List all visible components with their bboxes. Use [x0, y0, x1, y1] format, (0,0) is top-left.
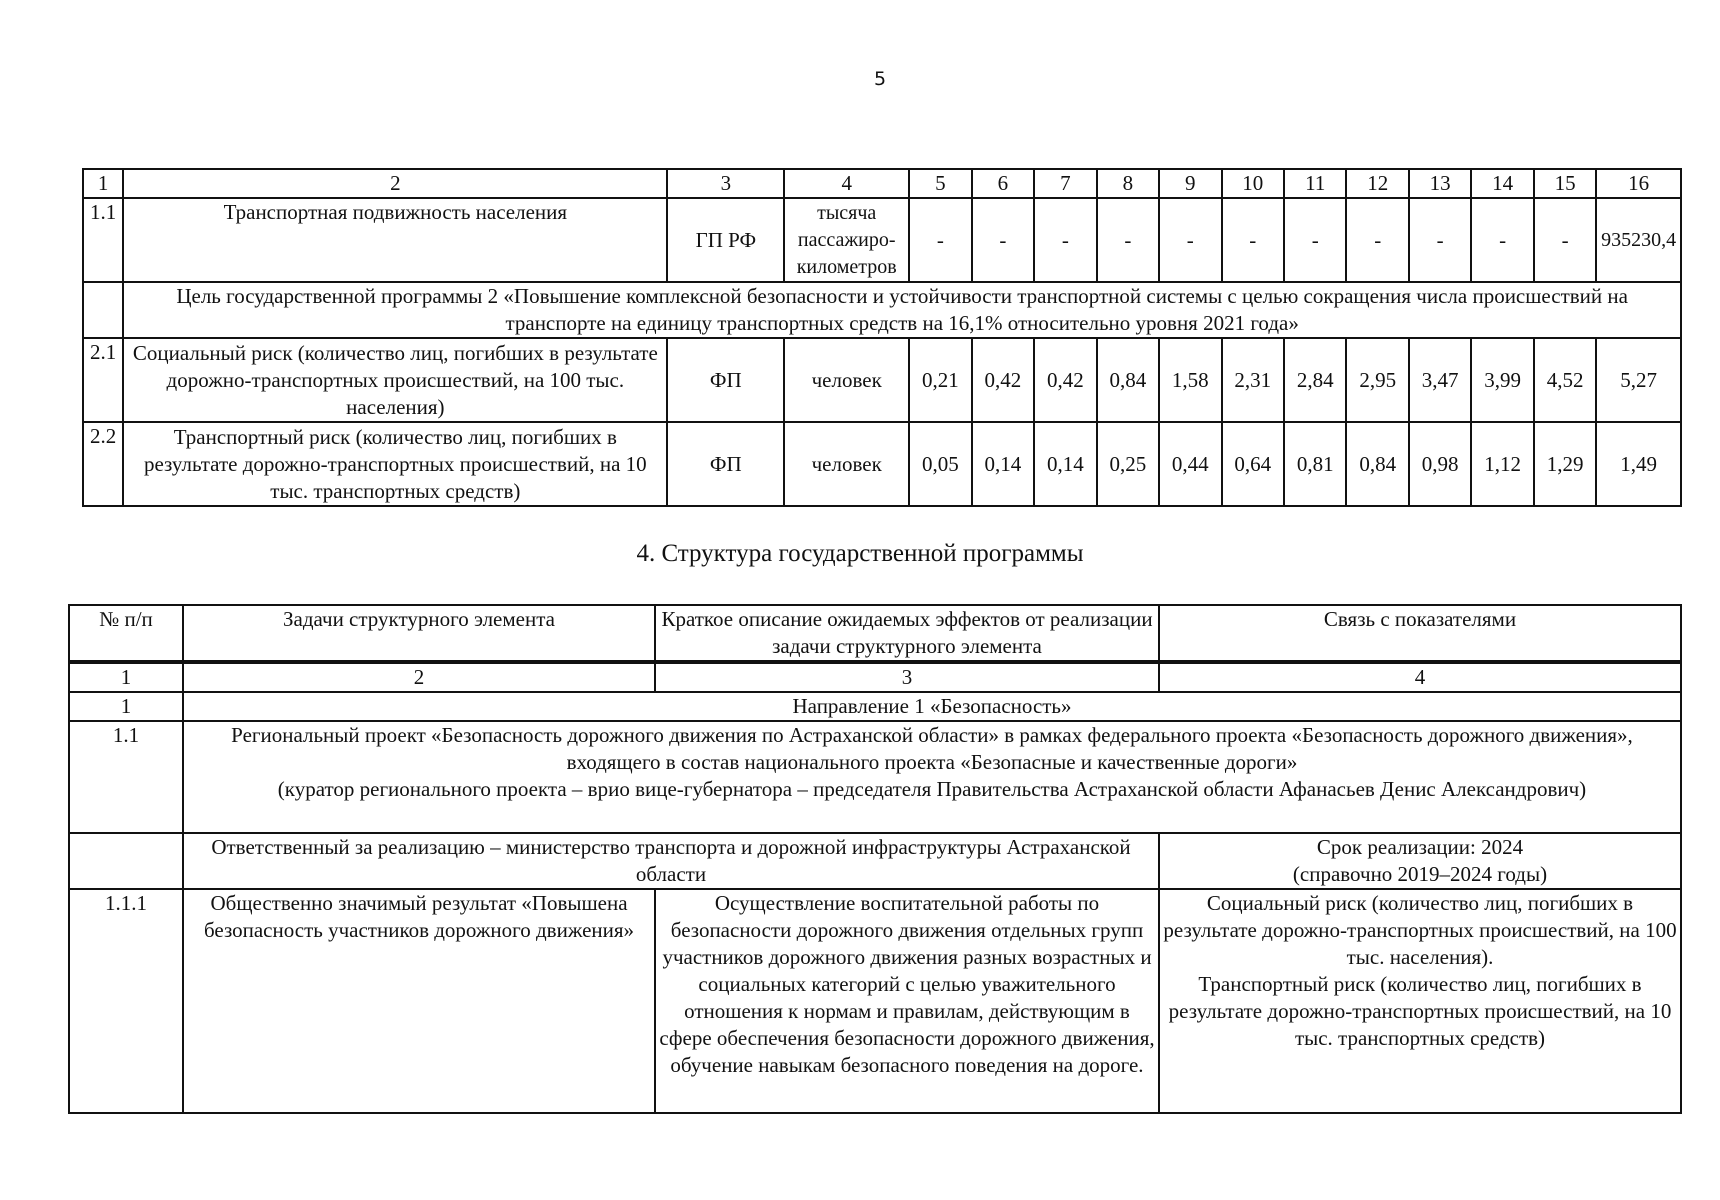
header-indicators: Связь с показателями	[1159, 605, 1681, 662]
value-cell: 0,05	[909, 422, 971, 506]
row-number: 2.2	[83, 422, 123, 506]
col-number: 7	[1034, 169, 1096, 198]
direction-title: Направление 1 «Безопасность»	[183, 692, 1681, 721]
col-number: 4	[1159, 662, 1681, 692]
responsible-text: Ответственный за реализацию – министерство транспорта и дорожной инфраструктуры Астраханской области	[183, 833, 1159, 889]
term-cell	[1159, 833, 1681, 889]
table-row	[83, 338, 1681, 422]
column-number-row	[69, 662, 1681, 692]
value-cell: 1,58	[1159, 338, 1221, 422]
value-cell: 1,12	[1471, 422, 1533, 506]
value-cell: -	[1097, 198, 1159, 282]
task-number: 1.1.1	[69, 889, 183, 1113]
indicator-unit: тысяча пассажиро-километров	[784, 198, 909, 282]
value-cell: 0,84	[1097, 338, 1159, 422]
task-text: Общественно значимый результат «Повышена безопасность участников дорожного движения»	[183, 889, 655, 1113]
col-number: 13	[1409, 169, 1471, 198]
indicator-link: Социальный риск (количество лиц, погибших в результате дорожно-транспортных происшествий, на 100 тыс. населения).	[1163, 891, 1677, 969]
value-cell: -	[1409, 198, 1471, 282]
col-number: 16	[1596, 169, 1681, 198]
term-line: Срок реализации: 2024	[1316, 835, 1524, 859]
effect-text: Осуществление воспитательной работы по безопасности дорожного движения отдельных групп участников дорожного движения разных возрастных и социальных категорий с целью уважительного отношения к нормам и правилам, действующим в сфере обеспечения безопасности дорожного движения, обучение навыкам безопасного поведения на дороге.	[655, 889, 1159, 1113]
col-number: 10	[1222, 169, 1284, 198]
value-cell: 0,44	[1159, 422, 1221, 506]
table-row	[83, 422, 1681, 506]
value-cell: -	[1346, 198, 1408, 282]
goal-row	[83, 282, 1681, 338]
value-cell: 0,14	[972, 422, 1034, 506]
col-number: 3	[667, 169, 784, 198]
value-cell: 0,14	[1034, 422, 1096, 506]
page-number: 5	[873, 68, 887, 90]
goal-text: Цель государственной программы 2 «Повышение комплексной безопасности и устойчивости транспортной системы с целью сокращения числа происшествий на транспорте на единицу транспортных средств на 16,1% относительно уровня 2021 года»	[123, 282, 1681, 338]
value-cell: 2,84	[1284, 338, 1346, 422]
term-reference: (справочно 2019–2024 годы)	[1292, 862, 1548, 886]
col-number: 2	[183, 662, 655, 692]
value-cell: 0,42	[972, 338, 1034, 422]
task-row	[69, 889, 1681, 1113]
header-row	[69, 605, 1681, 662]
col-number: 12	[1346, 169, 1408, 198]
responsible-number-cell	[69, 833, 183, 889]
project-number: 1.1	[69, 721, 183, 833]
direction-row	[69, 692, 1681, 721]
goal-number-cell	[83, 282, 123, 338]
indicator-name: Транспортная подвижность населения	[123, 198, 667, 282]
col-number: 14	[1471, 169, 1533, 198]
value-cell: -	[1471, 198, 1533, 282]
responsible-row	[69, 833, 1681, 889]
value-cell: 3,47	[1409, 338, 1471, 422]
row-number: 2.1	[83, 338, 123, 422]
section-title: 4. Структура государственной программы	[636, 540, 1084, 567]
value-cell: 4,52	[1534, 338, 1596, 422]
value-cell: -	[1034, 198, 1096, 282]
header-number: № п/п	[69, 605, 183, 662]
value-cell: -	[972, 198, 1034, 282]
indicator-level: ФП	[667, 338, 784, 422]
indicator-name: Социальный риск (количество лиц, погибших в результате дорожно-транспортных происшествий, на 100 тыс. населения)	[123, 338, 667, 422]
col-number: 11	[1284, 169, 1346, 198]
value-cell: 0,64	[1222, 422, 1284, 506]
value-cell: 1,49	[1596, 422, 1681, 506]
indicator-unit: человек	[784, 422, 909, 506]
col-number: 2	[123, 169, 667, 198]
col-number: 8	[1097, 169, 1159, 198]
value-cell: 0,42	[1034, 338, 1096, 422]
column-number-row	[83, 169, 1681, 198]
indicator-link-cell	[1159, 889, 1681, 1113]
indicator-name: Транспортный риск (количество лиц, погибших в результате дорожно-транспортных происшествий, на 10 тыс. транспортных средств)	[123, 422, 667, 506]
value-cell: 0,25	[1097, 422, 1159, 506]
col-number: 1	[69, 662, 183, 692]
indicator-unit: человек	[784, 338, 909, 422]
value-cell: 0,81	[1284, 422, 1346, 506]
col-number: 9	[1159, 169, 1221, 198]
value-cell: -	[1222, 198, 1284, 282]
direction-number: 1	[69, 692, 183, 721]
value-cell: 3,99	[1471, 338, 1533, 422]
col-number: 6	[972, 169, 1034, 198]
value-cell: 2,95	[1346, 338, 1408, 422]
value-cell: -	[1284, 198, 1346, 282]
value-cell: 2,31	[1222, 338, 1284, 422]
col-number: 5	[909, 169, 971, 198]
row-number: 1.1	[83, 198, 123, 282]
header-effects: Краткое описание ожидаемых эффектов от реализации задачи структурного элемента	[655, 605, 1159, 662]
value-cell: 0,21	[909, 338, 971, 422]
value-cell: 0,84	[1346, 422, 1408, 506]
project-curator: (куратор регионального проекта – врио вице-губернатора – председателя Правительства Астраханской области Афанасьев Денис Александрович)	[277, 777, 1587, 801]
indicator-level: ФП	[667, 422, 784, 506]
col-number: 15	[1534, 169, 1596, 198]
col-number: 1	[83, 169, 123, 198]
project-row	[69, 721, 1681, 833]
indicator-link: Транспортный риск (количество лиц, погибших в результате дорожно-транспортных происшествий, на 10 тыс. транспортных средств)	[1168, 972, 1672, 1050]
structure-table	[68, 604, 1682, 1114]
project-title: Региональный проект «Безопасность дорожного движения по Астраханской области» в рамках федерального проекта «Безопасность дорожного движения», входящего в состав национального проекта «Безопасные и качественные дороги»	[231, 723, 1633, 774]
indicator-level: ГП РФ	[667, 198, 784, 282]
indicators-table	[82, 168, 1682, 507]
value-cell: -	[1159, 198, 1221, 282]
value-cell: -	[1534, 198, 1596, 282]
value-cell: 0,98	[1409, 422, 1471, 506]
value-cell: 5,27	[1596, 338, 1681, 422]
value-cell: -	[909, 198, 971, 282]
header-tasks: Задачи структурного элемента	[183, 605, 655, 662]
col-number: 4	[784, 169, 909, 198]
table-row	[83, 198, 1681, 282]
col-number: 3	[655, 662, 1159, 692]
value-cell: 935230,4	[1596, 198, 1681, 282]
value-cell: 1,29	[1534, 422, 1596, 506]
project-description	[183, 721, 1681, 833]
